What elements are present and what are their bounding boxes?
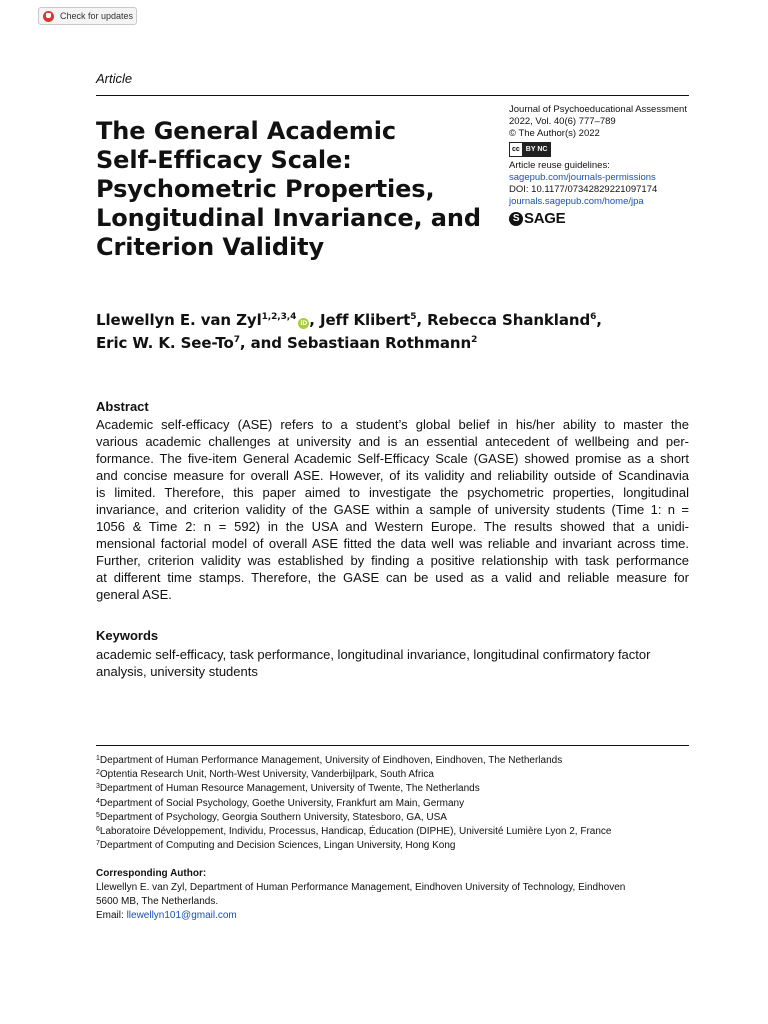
copyright: © The Author(s) 2022 [509, 128, 600, 139]
author-affiliation-ref: 6 [590, 312, 597, 322]
abstract-line: general ASE. [96, 587, 172, 602]
footnote-divider [96, 745, 689, 746]
abstract-line: is limited. Therefore, this paper aimed to investigate the psychometric properties, longitudinal [96, 485, 689, 500]
journal-name: Journal of Psychoeducational Assessment [509, 104, 687, 115]
author-list [96, 309, 602, 355]
abstract-line: and concise measure for overall ASE. However, of its validity and reliability outside of Scandinavia [96, 468, 689, 483]
title-line: The General Academic [96, 117, 396, 145]
affiliation-text: Department of Social Psychology, Goethe University, Frankfurt am Main, Germany [99, 797, 465, 809]
check-for-updates-button[interactable] [38, 7, 137, 25]
keywords-line: academic self-efficacy, task performance, longitudinal invariance, longitudinal confirmatory factor [96, 647, 651, 662]
author-affiliation-ref: 2 [471, 335, 478, 345]
affiliation-item [96, 839, 696, 853]
crossmark-icon [43, 11, 54, 22]
author-affiliation-ref: 1,2,3,4 [261, 312, 297, 322]
keywords-line: analysis, university students [96, 664, 258, 679]
article-type-label: Article [96, 71, 133, 86]
keywords-list [96, 646, 696, 680]
corresponding-author [96, 867, 696, 923]
abstract-line: mensional factorial model of overall ASE fitted the data well was reliable and invariant across time. [96, 536, 689, 551]
cc-license-badge[interactable] [509, 142, 551, 157]
affiliation-item [96, 797, 696, 811]
abstract-line: at different time stamps. Therefore, the GASE can be used as a valid and reliable measure for [96, 570, 689, 585]
keywords-heading: Keywords [96, 628, 159, 643]
title-line: Self-Efficacy Scale: [96, 146, 352, 174]
affiliation-item [96, 811, 696, 825]
doi[interactable]: DOI: 10.1177/07342829221097174 [509, 184, 658, 195]
orcid-icon[interactable]: iD [298, 318, 309, 329]
affiliation-number: 3 [96, 783, 100, 791]
affiliation-item [96, 754, 696, 768]
affiliations-list [96, 754, 696, 853]
abstract-line: 1056 & Time 2: n = 592) in the USA and Western Europe. The results showed that a unidi- [96, 519, 689, 534]
top-divider [96, 95, 689, 96]
affiliation-text: Department of Human Resource Management, University of Twente, The Netherlands [99, 783, 480, 795]
affiliation-number: 2 [96, 769, 100, 777]
author-affiliation-ref: 7 [233, 335, 240, 345]
affiliation-text: Laboratoire Développement, Individu, Processus, Handicap, Éducation (DIPHE), Université Lumière Lyon 2, France [99, 826, 612, 838]
author-name: , and Sebastiaan Rothmann [239, 334, 472, 352]
email-link[interactable]: llewellyn101@gmail.com [126, 910, 237, 921]
corresponding-line: 5600 MB, The Netherlands. [96, 896, 219, 907]
corresponding-line: Llewellyn E. van Zyl, Department of Human Performance Management, Eindhoven University of Technology, Eindhoven [96, 882, 626, 893]
affiliation-item [96, 825, 696, 839]
journal-info [509, 104, 709, 226]
abstract-line: Academic self-efficacy (ASE) refers to a student’s global belief in his/her ability to master the [96, 417, 689, 432]
publisher-name: SAGE [524, 210, 566, 227]
affiliation-text: Department of Psychology, Georgia Southern University, Statesboro, GA, USA [99, 811, 447, 823]
author-name: , Rebecca Shankland [416, 311, 591, 329]
journal-home-link[interactable]: journals.sagepub.com/home/jpa [509, 196, 644, 207]
abstract-line: various academic challenges at university and is an essential antecedent of wellbeing and per- [96, 434, 689, 449]
cc-icon: cc [510, 143, 523, 156]
cc-by-nc-icon: BY NC [523, 143, 551, 156]
check-for-updates-label: Check for updates [60, 11, 134, 21]
abstract-line: invariance, and criterion validity of the GASE within a sample of university students (Time 1: n = [96, 502, 689, 517]
author-name: , Jeff Klibert [309, 311, 411, 329]
affiliation-item [96, 782, 696, 796]
affiliation-number: 4 [96, 797, 100, 805]
title-line: Criterion Validity [96, 233, 325, 261]
email-label: Email: [96, 910, 127, 921]
affiliation-text: Department of Computing and Decision Sciences, Lingan University, Hong Kong [99, 840, 456, 852]
abstract-body [96, 416, 689, 603]
abstract-line: formance. The five-item General Academic Self-Efficacy Scale (GASE) showed promise as a short [96, 451, 689, 466]
affiliation-number: 1 [96, 755, 100, 762]
corresponding-email-row [96, 909, 696, 923]
journal-volume: 2022, Vol. 40(6) 777–789 [509, 116, 616, 127]
author-affiliation-ref: 5 [410, 312, 417, 322]
reuse-link[interactable]: sagepub.com/journals-permissions [509, 172, 656, 183]
affiliation-number: 6 [96, 826, 100, 834]
title-line: Longitudinal Invariance, and [96, 204, 481, 232]
affiliation-text: Optentia Research Unit, North-West University, Vanderbijlpark, South Africa [99, 769, 434, 781]
abstract-heading: Abstract [96, 399, 149, 414]
author-name: Llewellyn E. van Zyl [96, 311, 262, 329]
corresponding-label: Corresponding Author: [96, 868, 207, 879]
article-title [96, 117, 496, 262]
abstract-line: Further, criterion validity was established by finding a positive relationship with task performance [96, 553, 689, 568]
author-name: Eric W. K. See-To [96, 334, 234, 352]
sage-logo [509, 212, 709, 226]
affiliation-number: 5 [96, 811, 100, 819]
title-line: Psychometric Properties, [96, 175, 435, 203]
reuse-label: Article reuse guidelines: [509, 160, 610, 171]
author-separator: , [596, 311, 602, 329]
affiliation-number: 7 [96, 840, 100, 848]
affiliation-item [96, 768, 696, 782]
sage-logo-icon: S [509, 212, 523, 226]
affiliation-text: Department of Human Performance Management, University of Eindhoven, Eindhoven, The Netherlands [99, 755, 563, 766]
